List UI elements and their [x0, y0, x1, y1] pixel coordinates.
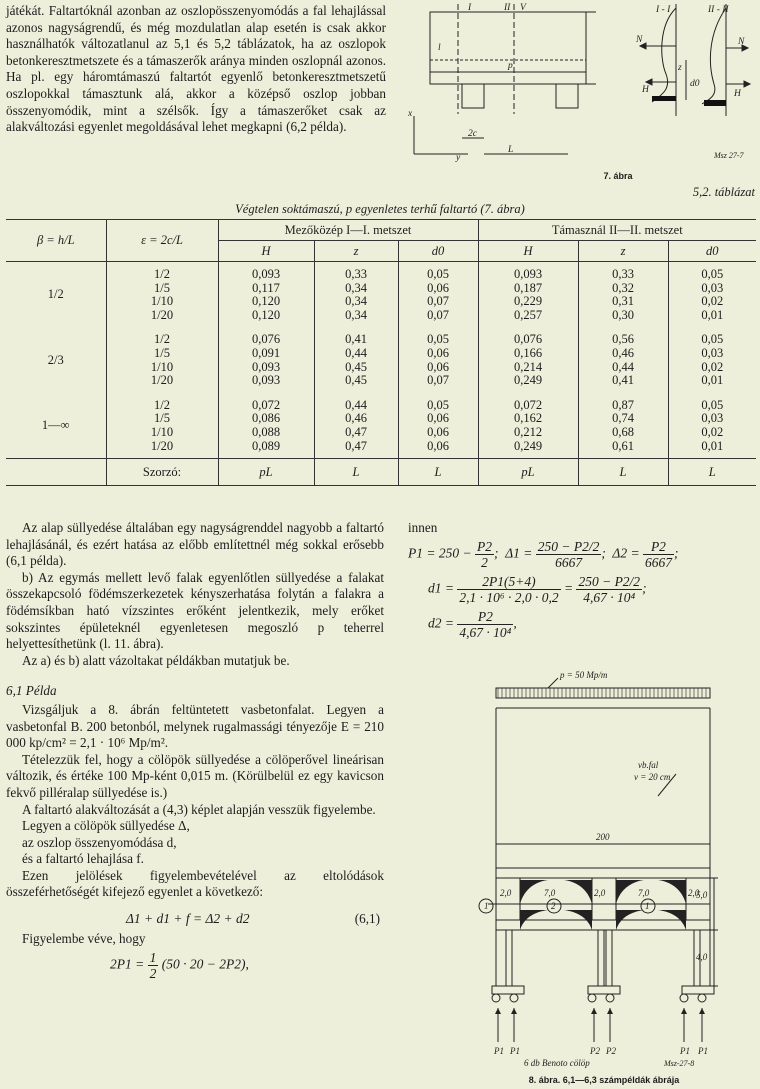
eq-D2-lhs: Δ2 =: [612, 545, 640, 561]
sub-z-2: z: [578, 241, 668, 262]
figure-7-drawing: [408, 4, 756, 180]
cell-values: [668, 327, 756, 392]
table-value: 0,06: [427, 345, 449, 360]
eq-d1-num1: 2P1(5+4): [457, 574, 560, 590]
table-value: 0,117: [252, 280, 280, 295]
table-value: 0,44: [345, 397, 367, 412]
fig8-circle-3: 1: [645, 901, 650, 911]
figure-8: [484, 668, 718, 1086]
table-value: 0,87: [612, 397, 634, 412]
fig8-load: p = 50 Mp/m: [560, 670, 608, 680]
eps-value: 1/2: [154, 397, 170, 412]
table-value: 0,07: [427, 294, 449, 309]
table-value: 0,06: [427, 359, 449, 374]
intro-paragraph: játékát. Faltartóknál azonban az oszlopösszenyomódás a fal lehajlással azonos nagyságrendű, és még mozdulatlan alap esetén is csak akkor használhatók változatlanul az 5,1 és 5,2 táblázatok, ha az oszlopok betonkeresztmetszete és a támaszerők aránya minden oszlopnál azonos. Ha pl. egy háromtámaszú faltartót egyenlő betonkeresztmetszetű oszlopokkal támasztunk alá, akkor a középső oszlop jobban összenyomódik, mint a szélsők. Így a támaszerőket csak az alakváltozási egyenlet megoldásával lehet megkapni (6,2 példa).: [6, 3, 386, 135]
table-value: 0,46: [345, 411, 367, 426]
group-support: Támasznál II—II. metszet: [478, 220, 756, 241]
cell-values: [578, 393, 668, 459]
table-value: 0,31: [612, 294, 634, 309]
table-row: [6, 262, 756, 328]
right-column: [408, 520, 758, 640]
cell-values: [668, 393, 756, 459]
table-value: 0,45: [345, 373, 367, 388]
para-ab: Az a) és b) alatt vázoltakat példákban mutatjuk be.: [22, 652, 290, 668]
sub-H-2: H: [478, 241, 578, 262]
beta-value: 1—∞: [41, 418, 70, 433]
table-value: 0,01: [701, 307, 724, 322]
table-value: 0,05: [701, 397, 724, 412]
equation-6-1: [6, 905, 384, 931]
eq-D1-num: 250 − P2/2: [537, 538, 600, 554]
table-value: 0,32: [612, 280, 634, 295]
eps-value: 1/20: [150, 373, 174, 388]
figure-8-drawing: [484, 668, 718, 1068]
cell-values: [398, 262, 478, 328]
sub-d0-2: d0: [668, 241, 756, 262]
fig7-code: Msz 27-7: [714, 151, 744, 160]
para-settlement: Az alap süllyedése általában egy nagyságrenddel nagyobb a faltartó lehajlásánál, és ezért hatása az előbb említettnél még sokkal erősebb (6,1 példa).: [6, 520, 384, 569]
table-value: 0,249: [513, 373, 543, 388]
multiplier-2: L: [314, 459, 398, 486]
table-value: 0,44: [345, 345, 367, 360]
eps-value: 1/5: [154, 411, 170, 426]
eq-P1-lhs: P1 = 250 −: [408, 545, 472, 561]
eq-2P1-den: 2: [149, 965, 157, 981]
cell-values: [398, 327, 478, 392]
eq-d2-den: 4,67 · 10⁴: [459, 624, 512, 640]
table-value: 0,212: [513, 424, 543, 439]
eps-value: 1/20: [150, 438, 174, 453]
cell-values: [218, 393, 314, 459]
table-value: 0,229: [513, 294, 543, 309]
cell-values: [578, 262, 668, 328]
table-title: Végtelen soktámaszú, p egyenletes terhű faltartó (7. ábra): [235, 202, 525, 216]
fig8-force-2: P1: [510, 1046, 520, 1056]
table-value: 0,120: [251, 307, 281, 322]
fig8-wall-thickness: v = 20 cm: [634, 772, 671, 782]
para-compat: Ezen jelölések figyelembevételével az eltolódások összeférhetőségét kifejező egyenlet a következő:: [6, 867, 384, 900]
fig8-dim-2: 7,0: [544, 888, 556, 898]
table-value: 0,01: [701, 438, 724, 453]
fig8-wall: vb.fal: [638, 760, 659, 770]
fig7-N2: N: [738, 37, 745, 47]
fig7-sec2: II - II: [708, 5, 729, 15]
table-value: 0,34: [345, 307, 367, 322]
eq-d1-den1: 2,1 · 10⁶ · 2,0 · 0,2: [459, 589, 559, 605]
sub-H-1: H: [218, 241, 314, 262]
fig8-force-6: P1: [698, 1046, 708, 1056]
eq-d1-lhs: d1 =: [428, 580, 454, 596]
table-value: 0,07: [427, 373, 449, 388]
table-value: 0,086: [251, 411, 281, 426]
table-value: 0,257: [513, 307, 543, 322]
table-value: 0,072: [513, 397, 543, 412]
cell-eps: [106, 262, 218, 328]
table-row: [6, 393, 756, 459]
table-value: 0,249: [513, 438, 543, 453]
beta-value: 2/3: [47, 352, 64, 367]
table-value: 0,05: [701, 332, 724, 347]
table-value: 0,33: [345, 267, 367, 281]
fig8-dim-1: 2,0: [500, 888, 512, 898]
fig8-h2: 4,0: [696, 952, 708, 962]
fig7-label-p: p: [508, 61, 513, 71]
cell-values: [218, 327, 314, 392]
table-value: 0,45: [345, 359, 367, 374]
eq-D1-lhs: Δ1 =: [505, 545, 533, 561]
group-midspan: Mezőközép I—I. metszet: [218, 220, 478, 241]
table-value: 0,46: [612, 345, 634, 360]
eps-value: 1/10: [150, 359, 174, 374]
table-value: 0,187: [513, 280, 543, 295]
fig7-H1: H: [642, 85, 649, 95]
table-number: 5,2. táblázat: [692, 185, 755, 199]
fig7-z: z: [678, 63, 682, 73]
eq-2P1-lhs: 2P1 =: [110, 956, 145, 972]
table-value: 0,05: [427, 267, 449, 281]
table-value: 0,74: [612, 411, 634, 426]
eps-value: 1/20: [150, 307, 174, 322]
fig8-force-4: P2: [606, 1046, 616, 1056]
notation-3: és a faltartó lehajlása f.: [22, 851, 144, 867]
table-value: 0,088: [251, 424, 281, 439]
table-value: 0,07: [427, 307, 449, 322]
example-heading: 6,1 Példa: [6, 683, 57, 699]
eq-6-1-body: Δ1 + d1 + f = Δ2 + d2: [126, 911, 250, 927]
eps-value: 1/5: [154, 345, 170, 360]
fig8-h1: 5,0: [696, 890, 708, 900]
table-value: 0,06: [427, 411, 449, 426]
eq-2P1-num: 1: [149, 949, 157, 965]
table-value: 0,34: [345, 294, 367, 309]
eq-P1-den: 2: [481, 554, 488, 570]
multiplier-6: L: [668, 459, 756, 486]
table-value: 0,162: [513, 411, 543, 426]
cell-values: [398, 393, 478, 459]
multiplier-3: L: [398, 459, 478, 486]
table-value: 0,06: [427, 438, 449, 453]
table-value: 0,089: [251, 438, 281, 453]
fig7-label-x: x: [408, 109, 413, 119]
fig7-N1: N: [636, 35, 643, 45]
multiplier-1: pL: [218, 459, 314, 486]
eq-P1-num: P2: [476, 538, 492, 554]
cell-values: [578, 327, 668, 392]
eps-value: 1/10: [150, 294, 174, 309]
eq-2P1-rest: (50 · 20 − 2P2),: [161, 956, 249, 972]
multiplier-5: L: [578, 459, 668, 486]
figure-8-caption: 8. ábra. 6,1—6,3 számpéldák ábrája: [528, 1075, 680, 1085]
eq-d1-num2: 250 − P2/2: [578, 573, 641, 589]
fig7-d0: d0: [690, 79, 700, 89]
fig8-dim-5: 2,0: [688, 888, 700, 898]
table-value: 0,44: [612, 359, 634, 374]
table-value: 0,091: [251, 345, 281, 360]
figure-7-caption: 7. ábra: [603, 171, 633, 181]
fig8-force-1: P1: [494, 1046, 504, 1056]
multiplier-label: Szorzó:: [106, 459, 218, 486]
fig7-label-v: V: [520, 3, 526, 13]
table-value: 0,05: [701, 267, 724, 281]
sub-z-1: z: [314, 241, 398, 262]
eps-value: 1/5: [154, 280, 170, 295]
table-value: 0,072: [251, 397, 281, 412]
figure-7: [408, 4, 756, 180]
table-value: 0,02: [701, 359, 724, 374]
eps-value: 1/2: [154, 332, 170, 347]
equation-P1: P1 = 250 − $\frac{P2}{2}$ ; Δ1 = $\frac{250 - P2/2}{6667}$ ; Δ2 = $\frac{P2}{6667}$ ;: [408, 538, 679, 570]
table-value: 0,06: [427, 280, 449, 295]
table-value: 0,093: [251, 359, 281, 374]
notation-2: az oszlop összenyomódása d,: [22, 834, 177, 850]
sub-d0-1: d0: [398, 241, 478, 262]
table-value: 0,076: [513, 332, 543, 347]
cell-values: [314, 262, 398, 328]
table-value: 0,166: [513, 345, 543, 360]
eps-value: 1/2: [154, 267, 170, 281]
cell-values: [314, 393, 398, 459]
table-value: 0,47: [345, 438, 367, 453]
table-value: 0,30: [612, 307, 634, 322]
para-considering: Figyelembe véve, hogy: [22, 931, 146, 947]
eq-d1-den2: 4,67 · 10⁴: [583, 589, 636, 605]
table-value: 0,03: [701, 280, 724, 295]
cell-values: [478, 393, 578, 459]
equation-2P1: [110, 950, 384, 981]
fig7-sec1: I - I: [656, 5, 671, 15]
fig8-circle-1: 1: [484, 901, 489, 911]
fig8-dim-4: 7,0: [638, 888, 650, 898]
table-value: 0,093: [251, 373, 281, 388]
fig8-code: Msz-27-8: [664, 1059, 695, 1068]
table-value: 0,41: [612, 373, 634, 388]
cell-beta: [6, 327, 106, 392]
table-value: 0,06: [427, 424, 449, 439]
eq-d2-num: P2: [457, 609, 513, 625]
eq-d2-lhs: d2 =: [428, 615, 454, 631]
equation-d2: d2 = $\frac{P2}{\text{4,67 · 10⁴}}$ ,: [428, 608, 517, 640]
table-value: 0,02: [701, 294, 724, 309]
para-example-2: Tételezzük fel, hogy a cölöpök süllyedése a cölöperővel lineárisan változik, és értéke 100 Mp-ként 0,015 m. (Körülbelül ez egy kavicson fekvő pilléralap süllyedése is.): [6, 751, 384, 800]
table-value: 0,214: [513, 359, 543, 374]
table-value: 0,33: [612, 267, 634, 281]
table-value: 0,47: [345, 424, 367, 439]
table-value: 0,093: [513, 267, 543, 281]
table-value: 0,05: [427, 397, 449, 412]
fig7-label-l: l: [438, 43, 441, 53]
multiplier-4: pL: [478, 459, 578, 486]
table-value: 0,120: [251, 294, 281, 309]
cell-beta: [6, 262, 106, 328]
eps-value: 1/10: [150, 424, 174, 439]
table-value: 0,05: [427, 332, 449, 347]
table-value: 0,61: [612, 438, 634, 453]
table-value: 0,56: [612, 332, 634, 347]
fig7-label-y: y: [456, 153, 461, 163]
cell-eps: [106, 327, 218, 392]
col-beta: β = h/L: [6, 220, 106, 262]
cell-values: [314, 327, 398, 392]
table-value: 0,68: [612, 424, 634, 439]
col-eps: ε = 2c/L: [106, 220, 218, 262]
fig8-force-5: P1: [680, 1046, 690, 1056]
cell-values: [478, 327, 578, 392]
cell-values: [668, 262, 756, 328]
cell-values: [218, 262, 314, 328]
fig8-piles: 6 db Benoto cölöp: [524, 1058, 590, 1068]
fig8-dim-3: 2,0: [594, 888, 606, 898]
cell-beta: [6, 393, 106, 459]
innen-label: innen: [408, 520, 438, 535]
table-value: 0,076: [251, 332, 281, 347]
fig8-span: 200: [596, 832, 610, 842]
fig7-label-II: II: [504, 3, 511, 13]
left-column: [6, 520, 384, 981]
table-5-2: [6, 219, 756, 486]
notation-1: Legyen a cölöpök süllyedése Δ,: [22, 818, 190, 834]
fig8-circle-2: 2: [551, 901, 556, 911]
cell-eps: [106, 393, 218, 459]
table-value: 0,02: [701, 424, 724, 439]
fig7-label-I: I: [468, 3, 472, 13]
table-value: 0,01: [701, 373, 724, 388]
para-example-3: A faltartó alakváltozását a (4,3) képlet alapján vesszük figyelembe.: [22, 801, 376, 817]
eq-D2-den: 6667: [644, 554, 672, 570]
table-value: 0,03: [701, 345, 724, 360]
table-value: 0,03: [701, 411, 724, 426]
para-b: b) Az egymás mellett levő falak egyenlőtlen süllyedése a falakat összekapcsoló födémszerkezetek kényszerhatása folytán a falakra a födémsíkban ható vízszintes erőként jelentkezik, mely erőket sokszintes épületeknél egyenletesen megoszló p teherrel helyettesíthetünk (l. 11. ábra).: [6, 569, 384, 652]
eq-6-1-number: (6,1): [354, 911, 380, 927]
fig7-H2: H: [734, 89, 741, 99]
table-value: 0,34: [345, 280, 367, 295]
eq-D2-num: P2: [643, 539, 674, 555]
fig8-force-3: P2: [590, 1046, 600, 1056]
fig7-label-2c: 2c: [468, 129, 477, 139]
eq-D1-den: 6667: [555, 554, 583, 570]
table-value: 0,41: [345, 332, 367, 347]
cell-values: [478, 262, 578, 328]
table-row: [6, 327, 756, 392]
table-value: 0,093: [251, 267, 281, 281]
fig7-label-L: L: [508, 145, 514, 155]
beta-value: 1/2: [47, 287, 64, 302]
para-example-1: Vizsgáljuk a 8. ábrán feltüntetett vasbetonfalat. Legyen a vasbetonfal B. 200 betonból, melynek rugalmassági tényezője E = 210 000 kp/cm² = 2,1 · 10⁶ Mp/m².: [6, 701, 384, 751]
equation-d1: d1 = $\frac{2P1(5+4)}{\text{2,1 · 10⁶ · 2,0 · 0,2}}$ = $\frac{250 - P2/2}{\text{4,67 · 10⁴}}$ ;: [428, 573, 647, 605]
